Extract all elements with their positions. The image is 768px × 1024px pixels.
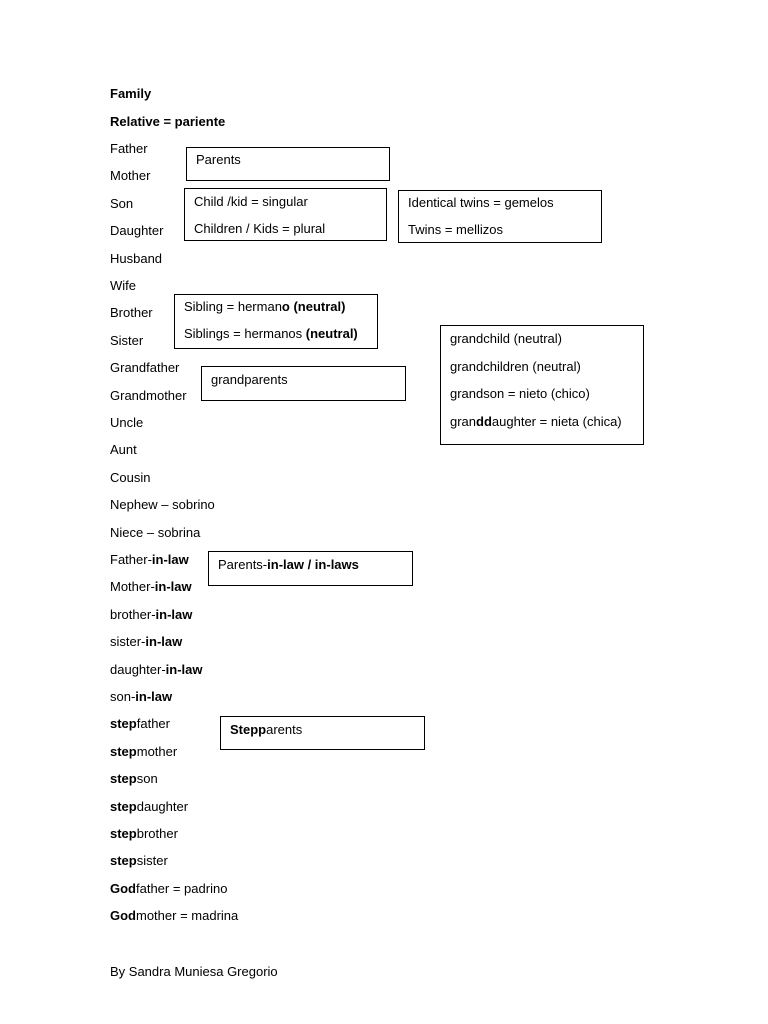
vocabulary-item-text: Grandfather <box>110 360 180 375</box>
vocabulary-item-suffix: father <box>136 716 170 731</box>
vocabulary-item <box>110 305 153 321</box>
vocabulary-item-bold: in-law <box>151 552 189 567</box>
vocabulary-item <box>110 223 163 239</box>
inlaws-bold: in-law / in-laws <box>267 557 359 572</box>
inlaws-box <box>208 551 413 586</box>
vocabulary-item-text: sister- <box>110 634 146 649</box>
children-box-line1: Child /kid = singular <box>194 194 308 209</box>
vocabulary-item <box>110 662 203 678</box>
author-footer: By Sandra Muniesa Gregorio <box>110 964 278 979</box>
vocabulary-item-text: brother- <box>110 607 156 622</box>
vocabulary-item-bold: step <box>110 826 137 841</box>
relative-line <box>110 114 225 130</box>
vocabulary-item <box>110 141 148 157</box>
vocabulary-item-bold: step <box>110 744 137 759</box>
parents-box-text: Parents <box>196 152 241 167</box>
grandchild-box-line4 <box>450 414 622 430</box>
siblings-line1-bold: o (neutral) <box>281 299 346 314</box>
vocabulary-item <box>110 634 182 650</box>
vocabulary-item <box>110 278 136 294</box>
vocabulary-item-bold: in-law <box>165 662 203 677</box>
siblings-box-line2 <box>184 326 358 342</box>
vocabulary-item-bold: step <box>110 771 137 786</box>
relative-text: Relative = pariente <box>110 114 226 129</box>
twins-box-line1: Identical twins = gemelos <box>408 195 554 210</box>
vocabulary-item-text: Husband <box>110 251 163 266</box>
vocabulary-item-text: Nephew – sobrino <box>110 497 215 512</box>
vocabulary-item <box>110 525 200 541</box>
granddaughter-pre: gran <box>450 414 477 429</box>
vocabulary-item-text: Cousin <box>110 470 151 485</box>
siblings-line2-pre: Siblings = hermanos <box>184 326 306 341</box>
vocabulary-item-text: Aunt <box>110 442 137 457</box>
vocabulary-item-bold: step <box>110 716 137 731</box>
vocabulary-item <box>110 168 150 184</box>
vocabulary-item-suffix: daughter <box>136 799 189 814</box>
vocabulary-item <box>110 771 158 787</box>
vocabulary-item-suffix: father = padrino <box>136 881 228 896</box>
vocabulary-item-text: Wife <box>110 278 136 293</box>
grandchild-box-line1: grandchild (neutral) <box>450 331 563 346</box>
grandparents-box-text: grandparents <box>211 372 288 387</box>
vocabulary-item <box>110 196 133 212</box>
vocabulary-item-suffix: mother <box>136 744 178 759</box>
vocabulary-item-bold: God <box>110 908 136 923</box>
vocabulary-item <box>110 388 187 404</box>
vocabulary-item <box>110 333 143 349</box>
vocabulary-item <box>110 251 162 267</box>
grandchild-box-line2: grandchildren (neutral) <box>450 359 581 374</box>
vocabulary-item-text: Niece – sobrina <box>110 525 201 540</box>
vocabulary-item-suffix: brother <box>136 826 178 841</box>
children-box <box>184 188 387 241</box>
vocabulary-item-suffix: sister <box>136 853 168 868</box>
grandchild-box-line3: grandson = nieto (chico) <box>450 386 590 401</box>
vocabulary-item <box>110 497 215 513</box>
twins-box <box>398 190 602 243</box>
stepparents-bold: Stepp <box>230 722 267 737</box>
vocabulary-item-bold: step <box>110 799 137 814</box>
stepparents-post: arents <box>266 722 303 737</box>
vocabulary-item <box>110 689 172 705</box>
vocabulary-item <box>110 744 177 760</box>
vocabulary-item-text: Uncle <box>110 415 144 430</box>
vocabulary-item-bold: in-law <box>135 689 173 704</box>
siblings-line1-pre: Sibling = herman <box>184 299 282 314</box>
vocabulary-item-text: Mother <box>110 168 151 183</box>
siblings-line2-bold: (neutral) <box>305 326 358 341</box>
vocabulary-item-bold: in-law <box>155 607 193 622</box>
title-text: Family <box>110 86 152 101</box>
vocabulary-item-text: daughter- <box>110 662 166 677</box>
vocabulary-item-text: Son <box>110 196 134 211</box>
page-title <box>110 86 151 102</box>
vocabulary-item <box>110 826 178 842</box>
vocabulary-item-bold: in-law <box>154 579 192 594</box>
vocabulary-item-text: Father- <box>110 552 152 567</box>
twins-box-line2: Twins = mellizos <box>408 222 503 237</box>
vocabulary-item-text: Grandmother <box>110 388 187 403</box>
vocabulary-item <box>110 470 150 486</box>
vocabulary-item <box>110 716 170 732</box>
vocabulary-item <box>110 360 179 376</box>
stepparents-box <box>220 716 425 750</box>
siblings-box <box>174 294 378 349</box>
vocabulary-item <box>110 579 192 595</box>
children-box-line2: Children / Kids = plural <box>194 221 326 236</box>
vocabulary-item-bold: in-law <box>145 634 183 649</box>
vocabulary-item-text: Sister <box>110 333 144 348</box>
inlaws-box-text <box>218 557 359 573</box>
vocabulary-item <box>110 799 188 815</box>
vocabulary-item-suffix: mother = madrina <box>136 908 239 923</box>
siblings-box-line1 <box>184 299 345 315</box>
vocabulary-item-text: Mother- <box>110 579 155 594</box>
vocabulary-item-bold: God <box>110 881 136 896</box>
granddaughter-bold: dd <box>476 414 492 429</box>
vocabulary-item <box>110 415 143 431</box>
vocabulary-item <box>110 881 227 897</box>
vocabulary-item-text: Daughter <box>110 223 164 238</box>
vocabulary-item-text: Brother <box>110 305 153 320</box>
vocabulary-item-text: son- <box>110 689 136 704</box>
inlaws-pre: Parents- <box>218 557 268 572</box>
vocabulary-item <box>110 853 168 869</box>
vocabulary-item <box>110 908 238 924</box>
vocabulary-item-text: Father <box>110 141 148 156</box>
parents-box <box>186 147 390 181</box>
grandchild-box <box>440 325 644 445</box>
vocabulary-item-suffix: son <box>136 771 158 786</box>
vocabulary-item-bold: step <box>110 853 137 868</box>
granddaughter-post: aughter = nieta (chica) <box>491 414 622 429</box>
vocabulary-item <box>110 607 192 623</box>
vocabulary-item <box>110 442 137 458</box>
stepparents-box-text <box>230 722 302 738</box>
grandparents-box <box>201 366 406 401</box>
vocabulary-item <box>110 552 189 568</box>
